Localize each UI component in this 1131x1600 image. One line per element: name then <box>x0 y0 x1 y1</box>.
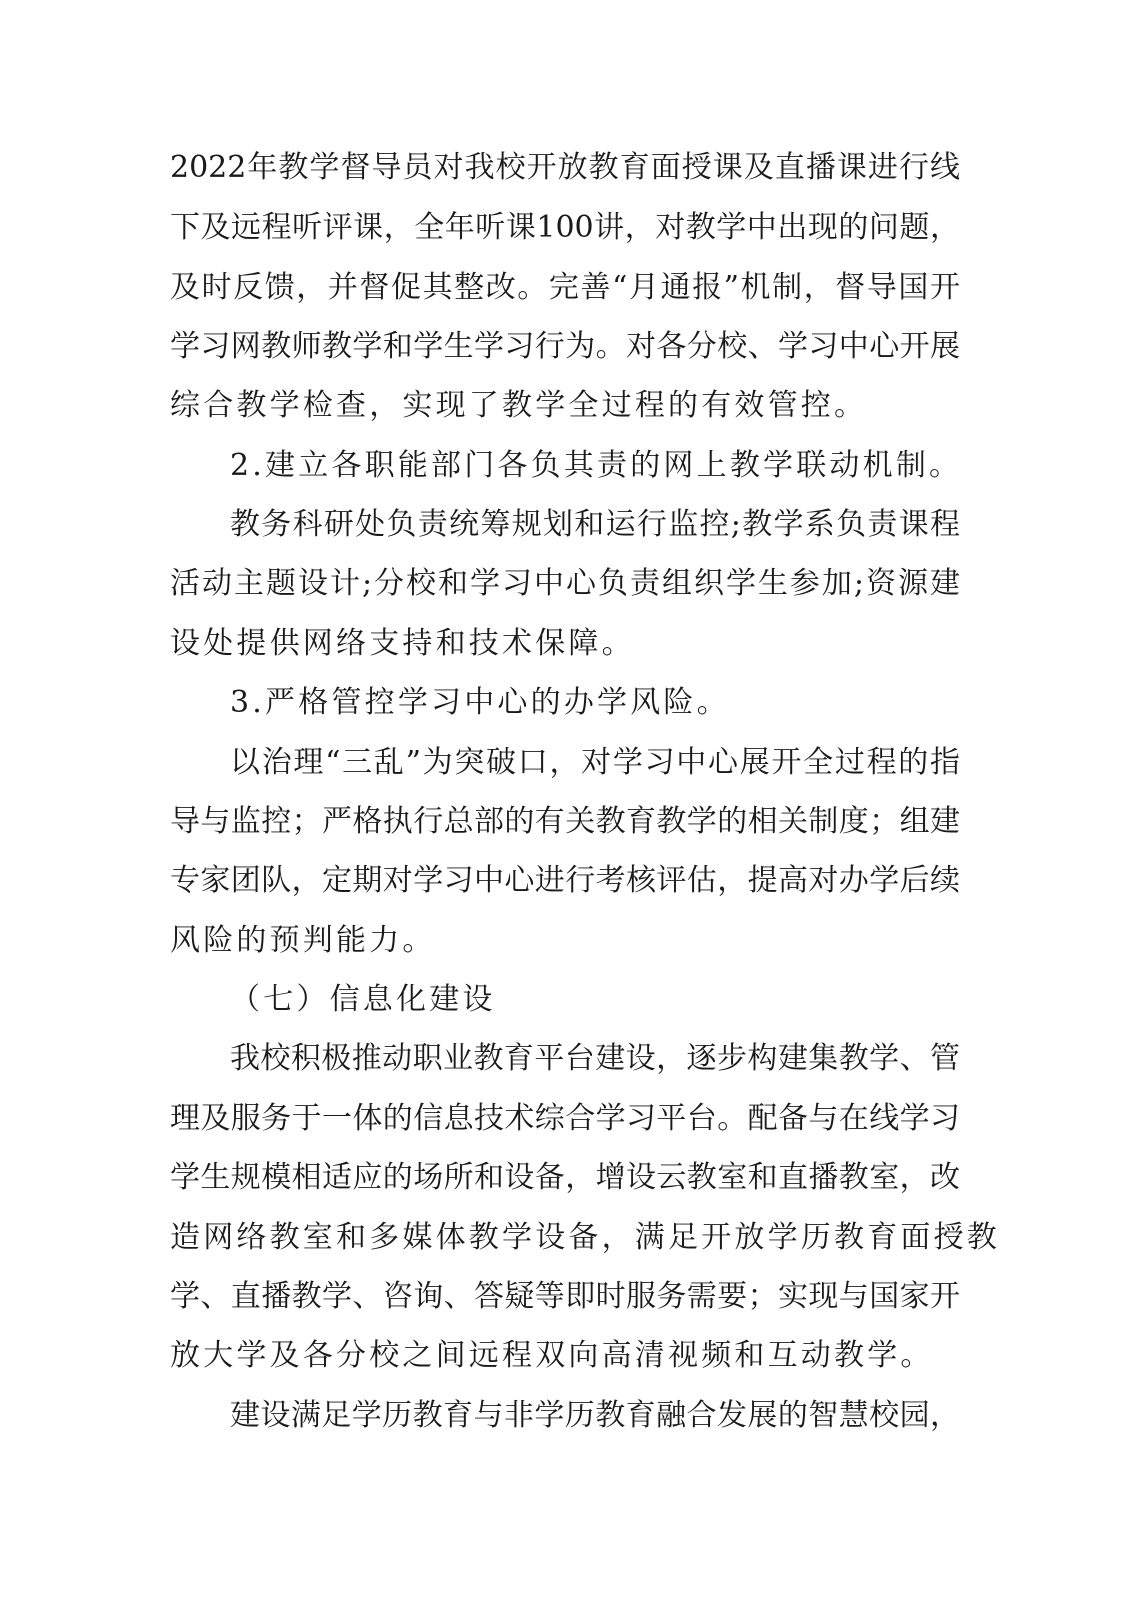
paragraph-line: 下及远程听评课，全年听课100讲，对教学中出现的问题， <box>170 210 960 245</box>
paragraph-line: 以治理“三乱”为突破口，对学习中心展开全过程的指 <box>230 745 960 780</box>
paragraph-line: 学、直播教学、咨询、答疑等即时服务需要；实现与国家开 <box>170 1279 960 1314</box>
paragraph-line: 放大学及各分校之间远程双向高清视频和互动教学。 <box>170 1338 934 1373</box>
paragraph-line: 理及服务于一体的信息技术综合学习平台。配备与在线学习 <box>170 1101 960 1136</box>
paragraph-line: 2022年教学督导员对我校开放教育面授课及直播课进行线 <box>170 150 960 185</box>
paragraph-line: 及时反馈，并督促其整改。完善“月通报”机制，督导国开 <box>170 270 960 305</box>
paragraph-line: 导与监控；严格执行总部的有关教育教学的相关制度；组建 <box>170 804 960 839</box>
paragraph-line: 专家团队，定期对学习中心进行考核评估，提高对办学后续 <box>170 863 960 898</box>
paragraph-line: 风险的预判能力。 <box>170 923 436 958</box>
paragraph-line: 造网络教室和多媒体教学设备，满足开放学历教育面授教 <box>170 1220 1000 1255</box>
paragraph-line: 设处提供网络支持和技术保障。 <box>170 626 635 661</box>
section-subheading: 2.建立各职能部门各负其责的网上教学联动机制。 <box>230 448 963 483</box>
paragraph-line: 学生规模相适应的场所和设备，增设云教室和直播教室，改 <box>170 1160 960 1195</box>
paragraph-line: 我校积极推动职业教育平台建设，逐步构建集教学、管 <box>230 1041 960 1076</box>
section-heading: （七）信息化建设 <box>230 982 496 1017</box>
paragraph-line: 综合教学检查，实现了教学全过程的有效管控。 <box>170 388 868 423</box>
paragraph-line: 活动主题设计;分校和学习中心负责组织学生参加;资源建 <box>170 566 960 601</box>
paragraph-line: 教务科研处负责统筹规划和运行监控;教学系负责课程 <box>230 507 960 542</box>
paragraph-line: 学习网教师教学和学生学习行为。对各分校、学习中心开展 <box>170 329 960 364</box>
section-subheading: 3.严格管控学习中心的办学风险。 <box>230 685 730 720</box>
paragraph-line: 建设满足学历教育与非学历教育融合发展的智慧校园， <box>230 1398 960 1433</box>
